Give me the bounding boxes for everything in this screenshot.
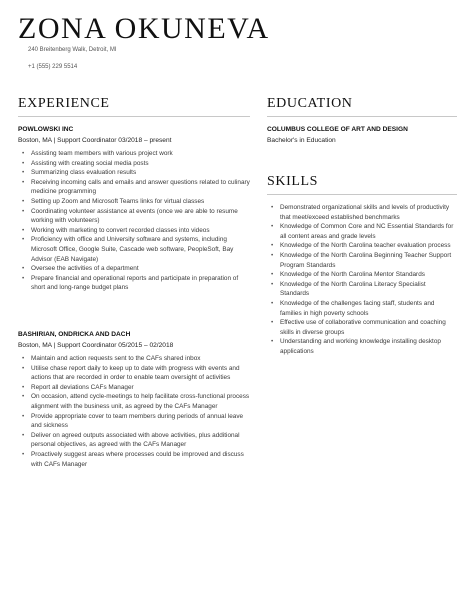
job-1-company: POWLOWSKI INC bbox=[18, 126, 74, 133]
list-item: • Knowledge of the North Carolina Beginning Teacher Support Program Standards bbox=[270, 251, 456, 270]
list-item: • Knowledge of the challenges facing staff, students and families in high poverty schools bbox=[270, 299, 456, 318]
education-heading: EDUCATION bbox=[267, 96, 353, 111]
list-item: • Knowledge of the North Carolina teacher evaluation process bbox=[270, 241, 456, 251]
address: 240 Breitenberg Walk, Detroit, MI bbox=[28, 47, 117, 53]
list-item: • Knowledge of the North Carolina Mentor Standards bbox=[270, 270, 456, 280]
list-item: • Demonstrated organizational skills and levels of productivity that meet/exceed established benchmarks bbox=[270, 203, 456, 222]
job-1-role-line: Boston, MA | Support Coordinator 03/2018 – present bbox=[18, 137, 172, 144]
list-item: • Knowledge of Common Core and NC Essential Standards for all content areas and grade levels bbox=[270, 222, 456, 241]
list-item: • Proactively suggest areas where processes could be improved and discuss with CAFs Manager bbox=[21, 450, 253, 469]
job-2-role-line: Boston, MA | Support Coordinator 05/2015 – 02/2018 bbox=[18, 342, 174, 349]
degree: Bachelor's in Education bbox=[267, 137, 336, 144]
list-item: • Oversee the activities of a department bbox=[21, 264, 253, 274]
list-item: • Assisting with creating social media posts bbox=[21, 159, 253, 169]
list-item: • Knowledge of the North Carolina Literacy Specialist Standards bbox=[270, 280, 456, 299]
list-item: • Assisting team members with various project work bbox=[21, 149, 253, 159]
list-item: • On occasion, attend cycle-meetings to help facilitate cross-functional process alignment with the business unit, as agreed by the CAFs Manager bbox=[21, 392, 253, 411]
list-item: • Working with marketing to convert recorded classes into videos bbox=[21, 226, 253, 236]
skills-heading: SKILLS bbox=[267, 174, 319, 189]
job-2-company: BASHIRIAN, ONDRICKA AND DACH bbox=[18, 331, 131, 338]
list-item: • Coordinating volunteer assistance at events (once we are able to resume working with volunteers) bbox=[21, 207, 253, 226]
list-item: • Setting up Zoom and Microsoft Teams links for virtual classes bbox=[21, 197, 253, 207]
list-item: • Provide appropriate cover to team members during periods of annual leave and sickness bbox=[21, 412, 253, 431]
experience-divider bbox=[18, 116, 250, 117]
skills-list bbox=[270, 203, 456, 357]
skills-divider bbox=[267, 194, 457, 195]
list-item: • Receiving incoming calls and emails and answer questions related to culinary medicine programming bbox=[21, 178, 253, 197]
list-item: • Effective use of collaborative communication and coaching skills in diverse groups bbox=[270, 318, 456, 337]
list-item: • Prepare financial and operational reports and participate in preparation of short and long-range budget plans bbox=[21, 274, 253, 293]
list-item: • Summarizing class evaluation results bbox=[21, 168, 253, 178]
phone: +1 (555) 229 5514 bbox=[28, 64, 78, 70]
candidate-name: ZONA OKUNEVA bbox=[18, 12, 270, 45]
list-item: • Utilise chase report daily to keep up to date with progress with events and actions that are recorded in order to enable team oversight of activities bbox=[21, 364, 253, 383]
job-2-bullets bbox=[21, 354, 253, 469]
education-divider bbox=[267, 116, 457, 117]
list-item: • Report all deviations CAFs Manager bbox=[21, 383, 253, 393]
list-item: • Understanding and working knowledge installing desktop applications bbox=[270, 337, 456, 356]
school-name: COLUMBUS COLLEGE OF ART AND DESIGN bbox=[267, 126, 408, 133]
list-item: • Proficiency with office and University software and systems, including Microsoft Office, Google Suite, Cascade web software, PeopleSoft, Bay Advisor (EAB Navigate) bbox=[21, 235, 253, 264]
list-item: • Maintain and action requests sent to the CAFs shared inbox bbox=[21, 354, 253, 364]
list-item: • Deliver on agreed outputs associated with above activities, plus additional personal objectives, as agreed with the CAFs Manager bbox=[21, 431, 253, 450]
experience-heading: EXPERIENCE bbox=[18, 96, 110, 111]
job-1-bullets bbox=[21, 149, 253, 293]
